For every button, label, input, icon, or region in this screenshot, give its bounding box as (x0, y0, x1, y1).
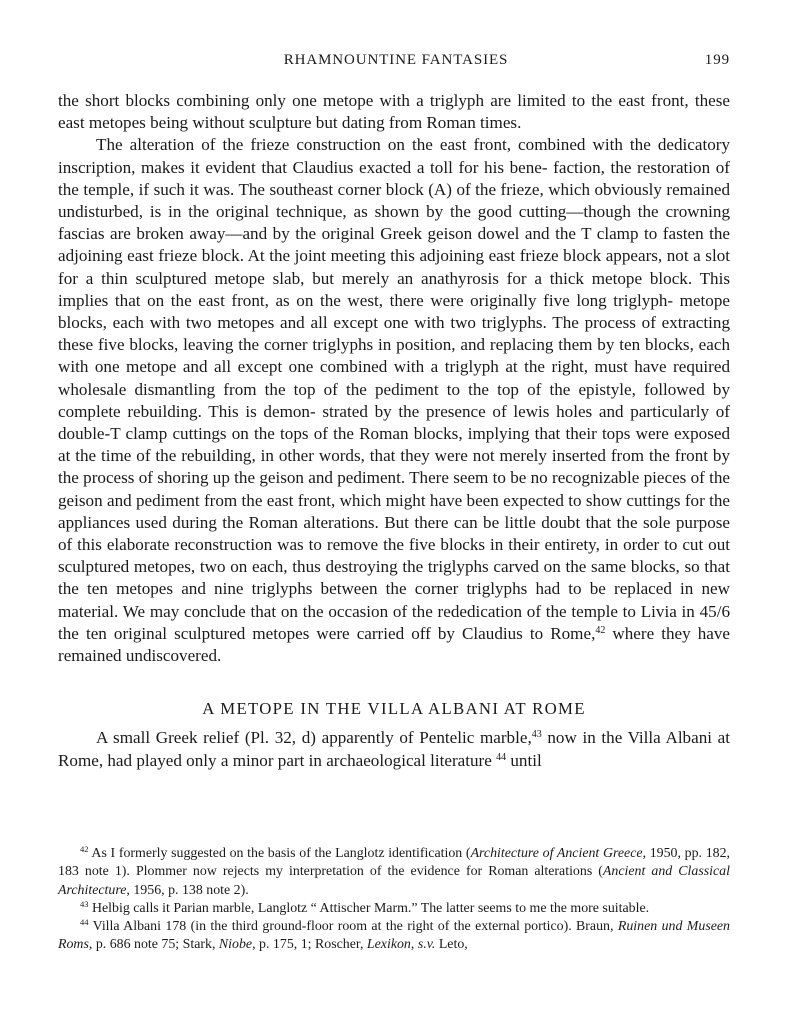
footnote-number: 43 (80, 898, 89, 909)
paragraph-text: The alteration of the frieze construction on the east front, combined with the dedicatory inscription, makes it evident that Claudius exacted a toll for his bene- faction, the restoration of the temple, if such it was. The southeast corner block (A) of the frieze, which obviously remained undisturbed, is in the original technique, as shown by the good cutting—though the crowning fascias are broken away—and by the original Greek geison dowel and the T clamp to fasten the adjoining east frieze block. At the joint meeting this adjoining east frieze block appears, not a slot for a thin sculptured metope slab, but merely an anathyrosis for a thick metope block. This implies that on the east front, as on the west, there were originally five long triglyph- metope blocks, each with two metopes and all except one with two triglyphs. The process of extracting these five blocks, leaving the corner triglyphs in position, and replacing them by ten blocks, each with one metope and all except one combined with a triglyph at the right, must have required wholesale dismantling from the top of the pediment to the top of the epistyle, followed by complete rebuilding. This is demon- strated by the presence of lewis holes and particularly of double-T clamp cuttings on the tops of the Roman blocks, implying that their tops were exposed at the time of the rebuilding, in other words, that they were not merely inserted from the front by the process of shoring up the geison and pediment. There seem to be no recognizable pieces of the geison and pediment from the east front, which might have been expected to show cuttings for the appliances used during the Roman alterations. But there can be little doubt that the sole purpose of this elaborate reconstruction was to remove the five blocks in their entirety, in order to cut out sculptured metopes, two on each, thus destroying the triglyphs carved on the same blocks, so that the ten metopes and nine triglyphs between the corner triglyphs had to be replaced in new material. We may conclude that on the occasion of the rededication of the temple to Livia in 45/6 the ten original sculptured metopes were carried off by Claudius to Rome, (58, 135, 730, 643)
page-number: 199 (704, 52, 730, 68)
footnote-text: Leto, (435, 937, 468, 953)
footnote-title: Lexikon (366, 937, 411, 953)
footnote-44 (58, 918, 730, 955)
paragraph-text: where they have remained undiscovered. (58, 623, 730, 666)
body-text (58, 90, 730, 772)
footnote-text: , p. 175, 1; Roscher, (252, 937, 367, 953)
footnote-text: As I formerly suggested on the basis of the Langlotz identification ( (88, 846, 471, 861)
footnotes (58, 845, 730, 955)
running-head (62, 52, 730, 74)
footnote-text: , 1956, p. 138 note 2). (126, 882, 249, 898)
paragraph-claudius (58, 134, 730, 667)
footnote-number: 42 (80, 844, 89, 854)
footnote-title: Niobe (218, 937, 253, 953)
running-title: RHAMNOUNTINE FANTASIES (283, 52, 509, 68)
paragraph-text: until (506, 750, 542, 770)
footnote-ref-42[interactable]: 42 (595, 624, 606, 636)
footnote-text: Villa Albani 178 (in the third ground-floor room at the right of the external portico). Braun, (88, 919, 618, 935)
paragraph-text: now in the Villa Albani at Rome, had played only a minor part in archaeological literature (58, 728, 730, 770)
footnote-text: Helbig calls it Parian marble, Langlotz “ Attischer Marm.” The latter seems to me the more suitable. (88, 900, 650, 916)
footnote-ref-43[interactable]: 43 (531, 729, 542, 741)
footnote-title: Ruinen und Museen Roms (58, 919, 731, 953)
paragraph-text: the short blocks combining only one metope with a triglyph are limited to the east front, these east metopes being without sculpture but dating from Roman times. (58, 91, 730, 133)
footnote-number: 44 (80, 917, 89, 928)
section-heading: A METOPE IN THE VILLA ALBANI AT ROME (202, 699, 586, 719)
footnote-abbrev: s.v. (417, 937, 436, 953)
paragraph-text: A small Greek relief (Pl. 32, d) apparently of Pentelic marble, (96, 728, 532, 748)
paragraph-villa-albani (58, 727, 730, 771)
footnote-text: , (410, 937, 418, 953)
footnote-text: , 1950, pp. 182, 183 note 1). Plommer now rejects my interpretation of the evidence for Roman alterations ( (58, 846, 730, 880)
paragraph-continuation (58, 90, 730, 134)
footnote-title: Architecture of Ancient Greece (470, 846, 643, 861)
footnote-42 (58, 845, 730, 900)
footnote-43 (58, 900, 730, 918)
footnote-text: , p. 686 note 75; Stark, (88, 937, 219, 953)
footnote-ref-44[interactable]: 44 (496, 751, 507, 763)
footnote-title: Ancient and Classical Architecture (58, 864, 730, 898)
